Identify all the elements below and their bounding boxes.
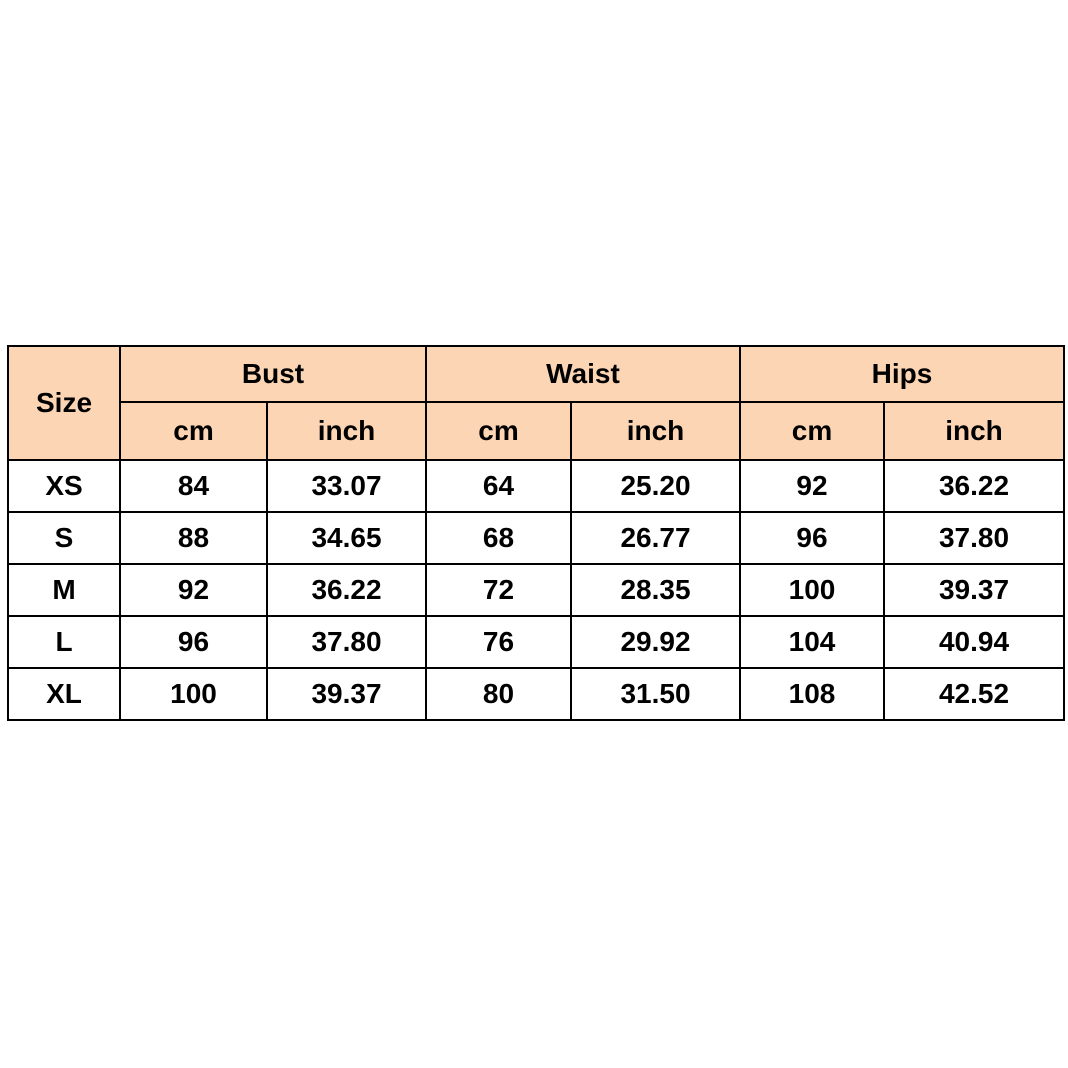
hips-inch-cell: 36.22	[884, 460, 1064, 512]
hips-inch-cell: 40.94	[884, 616, 1064, 668]
hips-cm-cell: 92	[740, 460, 884, 512]
bust-inch-cell: 39.37	[267, 668, 426, 720]
bust-cm-cell: 88	[120, 512, 267, 564]
table-row	[8, 460, 1064, 512]
size-header: Size	[8, 346, 120, 460]
waist-inch-cell: 29.92	[571, 616, 740, 668]
waist-cm-header: cm	[426, 402, 571, 460]
waist-cm-cell: 80	[426, 668, 571, 720]
bust-inch-header: inch	[267, 402, 426, 460]
waist-cm-cell: 72	[426, 564, 571, 616]
hips-cm-cell: 100	[740, 564, 884, 616]
bust-cm-cell: 84	[120, 460, 267, 512]
size-cell: M	[8, 564, 120, 616]
size-cell: S	[8, 512, 120, 564]
size-chart-body	[8, 460, 1064, 720]
bust-inch-cell: 37.80	[267, 616, 426, 668]
table-row	[8, 616, 1064, 668]
bust-cm-header: cm	[120, 402, 267, 460]
table-row	[8, 512, 1064, 564]
waist-cm-cell: 68	[426, 512, 571, 564]
bust-inch-cell: 36.22	[267, 564, 426, 616]
size-cell: XL	[8, 668, 120, 720]
bust-cm-cell: 92	[120, 564, 267, 616]
waist-inch-cell: 31.50	[571, 668, 740, 720]
hips-cm-cell: 104	[740, 616, 884, 668]
hips-inch-cell: 42.52	[884, 668, 1064, 720]
hips-inch-header: inch	[884, 402, 1064, 460]
table-row	[8, 668, 1064, 720]
header-row-units	[8, 402, 1064, 460]
bust-header: Bust	[120, 346, 426, 402]
hips-header: Hips	[740, 346, 1064, 402]
waist-inch-cell: 25.20	[571, 460, 740, 512]
waist-cm-cell: 64	[426, 460, 571, 512]
hips-inch-cell: 37.80	[884, 512, 1064, 564]
bust-cm-cell: 100	[120, 668, 267, 720]
header-row-measurements	[8, 346, 1064, 402]
size-chart-table	[7, 345, 1065, 721]
bust-inch-cell: 33.07	[267, 460, 426, 512]
waist-inch-cell: 28.35	[571, 564, 740, 616]
waist-header: Waist	[426, 346, 740, 402]
bust-cm-cell: 96	[120, 616, 267, 668]
bust-inch-cell: 34.65	[267, 512, 426, 564]
hips-cm-header: cm	[740, 402, 884, 460]
hips-cm-cell: 108	[740, 668, 884, 720]
hips-inch-cell: 39.37	[884, 564, 1064, 616]
waist-cm-cell: 76	[426, 616, 571, 668]
size-cell: XS	[8, 460, 120, 512]
size-chart-header	[8, 346, 1064, 460]
waist-inch-cell: 26.77	[571, 512, 740, 564]
hips-cm-cell: 96	[740, 512, 884, 564]
table-row	[8, 564, 1064, 616]
size-cell: L	[8, 616, 120, 668]
waist-inch-header: inch	[571, 402, 740, 460]
